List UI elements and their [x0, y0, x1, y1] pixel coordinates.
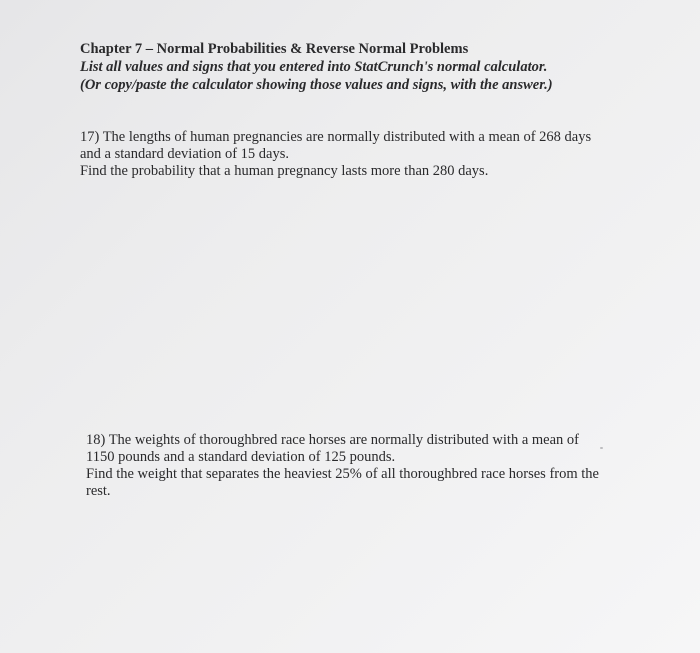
problem-17-line-1: 17) The lengths of human pregnancies are normally distributed with a mean of 268 days — [80, 129, 592, 145]
problem-18-line-2: 1150 pounds and a standard deviation of 125 pounds. — [86, 449, 396, 465]
chapter-title: Chapter 7 – Normal Probabilities & Reverse Normal Problems — [80, 41, 469, 57]
problem-18 — [86, 432, 626, 500]
instruction-line-1: List all values and signs that you entered into StatCrunch's normal calculator. — [80, 59, 548, 75]
problem-17-line-2: and a standard deviation of 15 days. — [80, 146, 289, 162]
problem-18-line-3: Find the weight that separates the heaviest 25% of all thoroughbred race horses from the — [86, 466, 599, 482]
instruction-line-2: (Or copy/paste the calculator showing those values and signs, with the answer.) — [80, 77, 553, 93]
problem-18-line-1: 18) The weights of thoroughbred race horses are normally distributed with a mean of — [86, 432, 579, 448]
problem-17 — [80, 129, 640, 180]
problem-17-line-3: Find the probability that a human pregnancy lasts more than 280 days. — [80, 163, 489, 179]
paper-speck — [600, 447, 603, 449]
document-header — [80, 40, 640, 94]
problem-18-line-4: rest. — [86, 483, 111, 499]
